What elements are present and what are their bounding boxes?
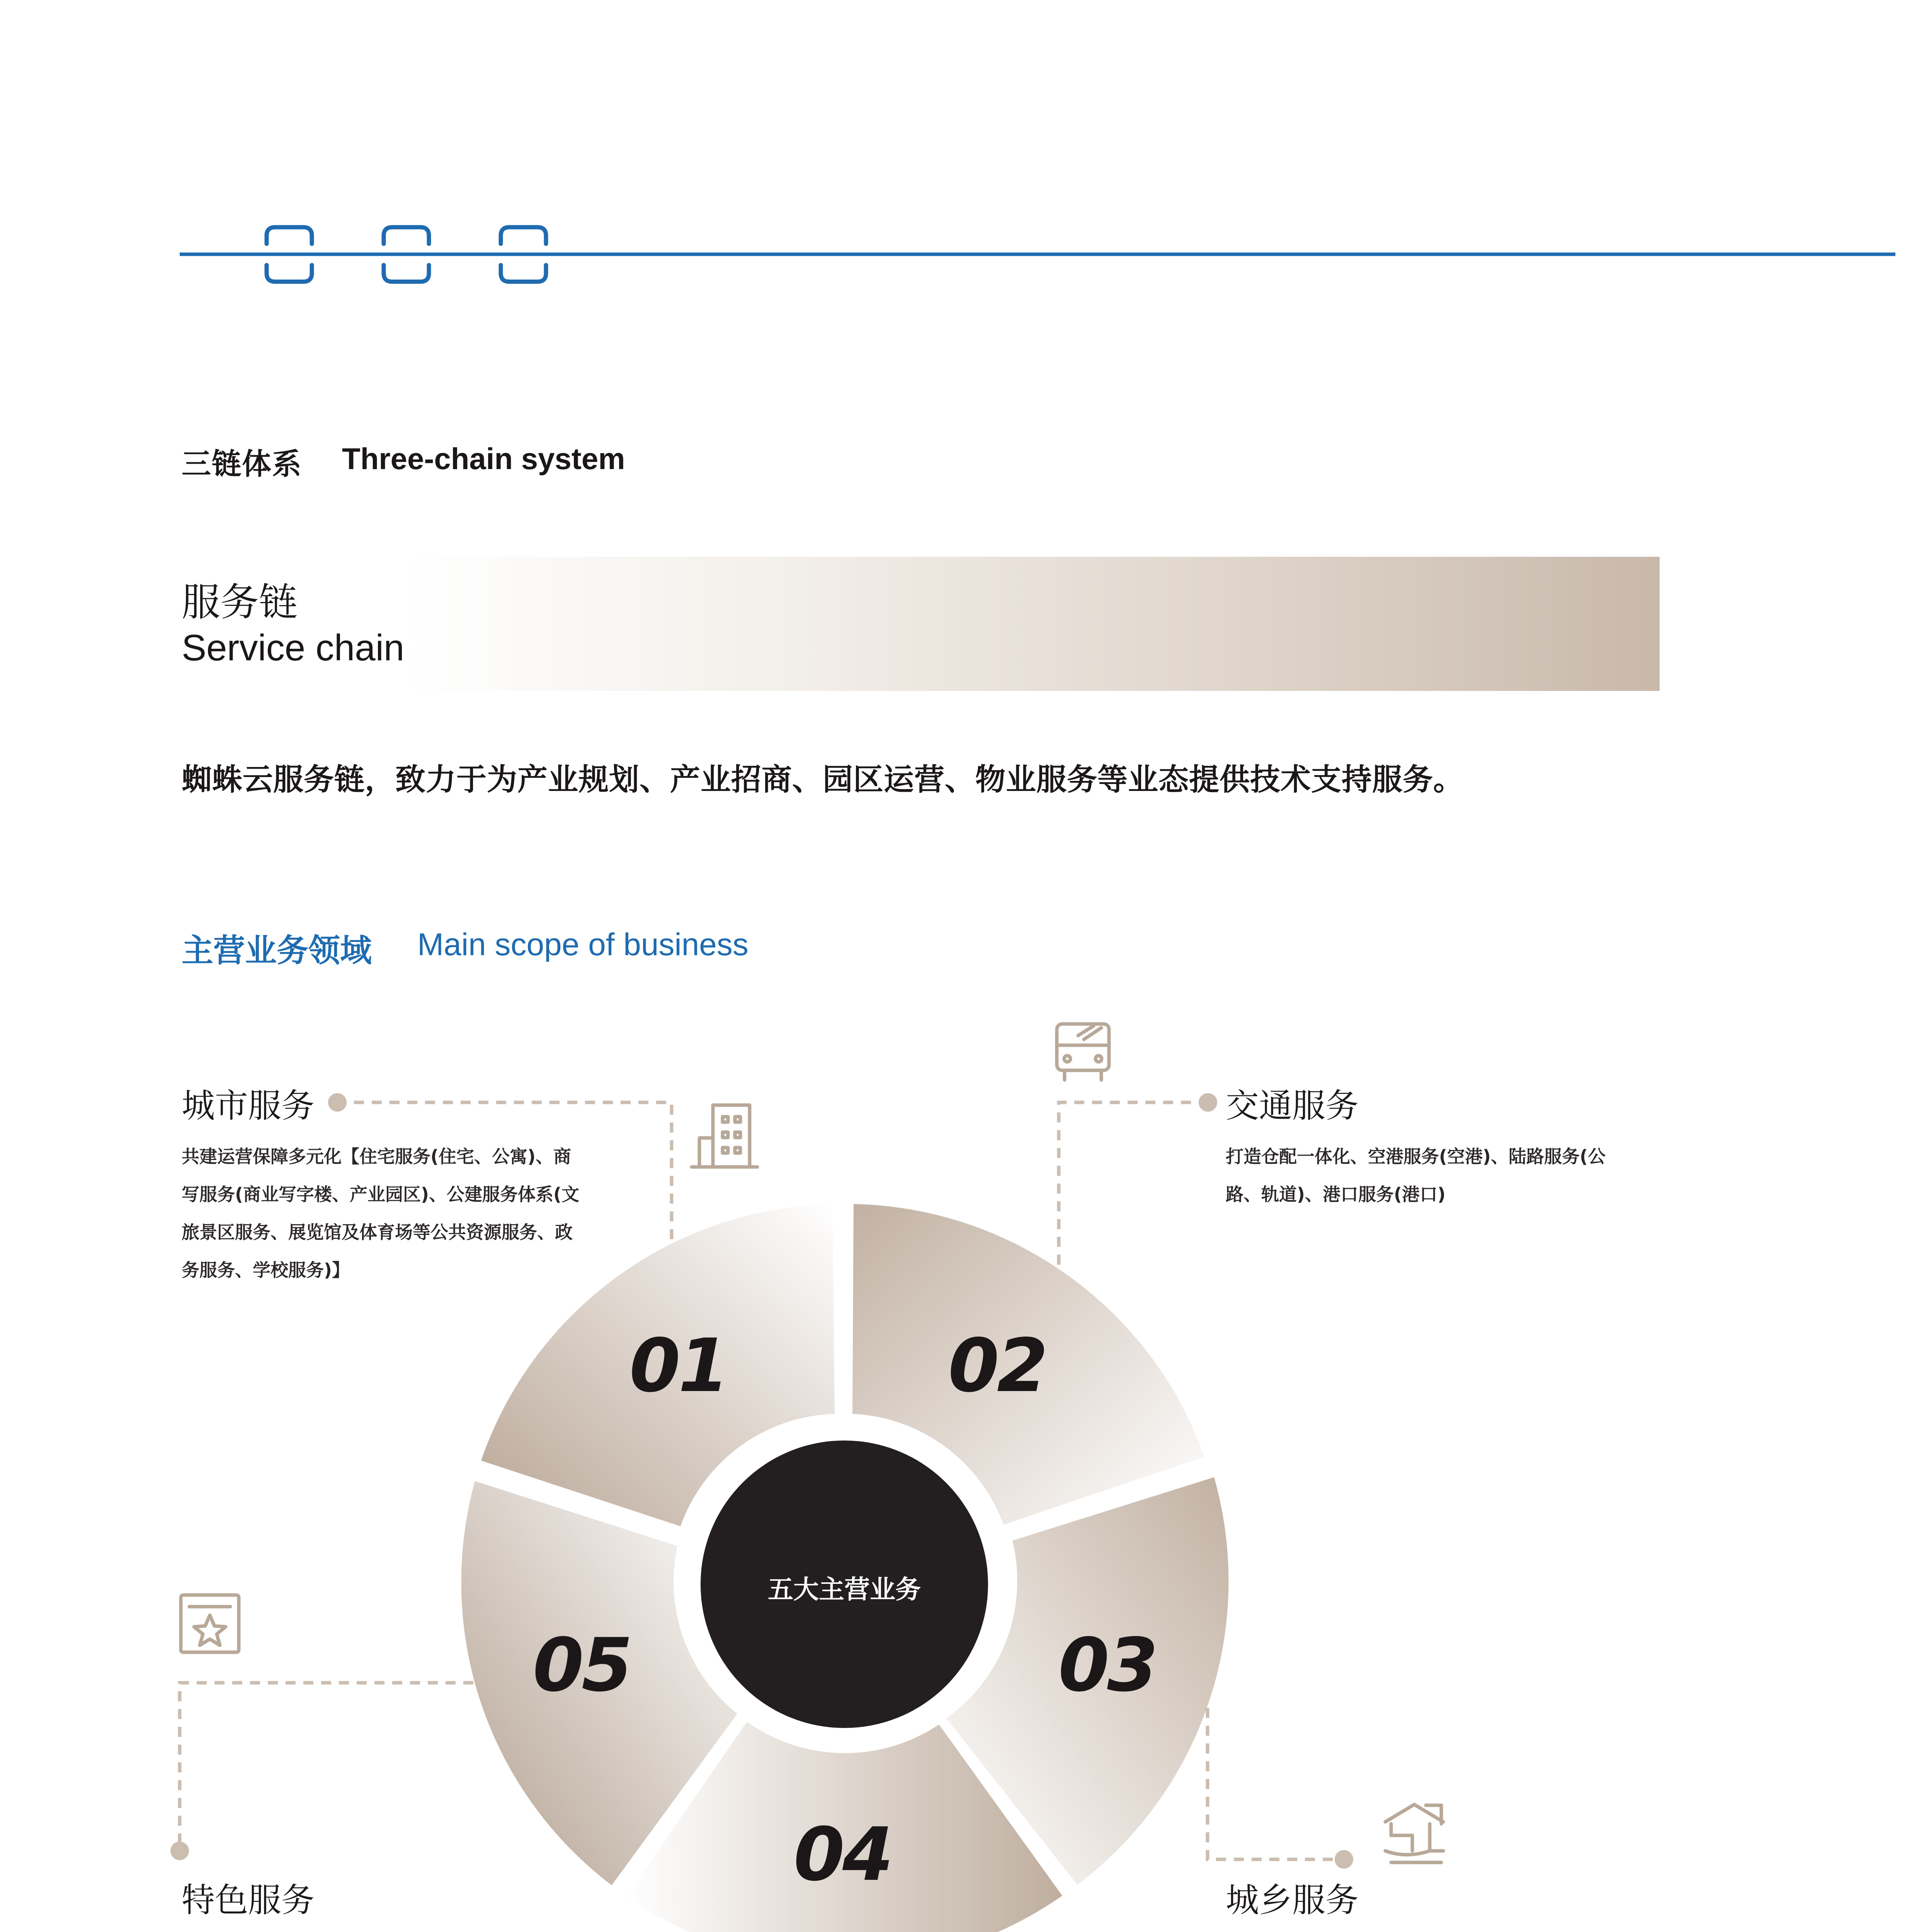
wheel-center-label: 五大主营业务: [768, 1575, 921, 1604]
scope-title-en: Main scope of business: [417, 927, 748, 962]
section-title-cn: 三链体系: [182, 447, 302, 481]
chain-header-decoration: [180, 227, 1895, 282]
service-desc-line: 路、轨道)、港口服务(港口): [1226, 1184, 1446, 1205]
service-desc-line: 写服务(商业写字楼、产业园区)、公建服务体系(文: [182, 1184, 580, 1205]
dot-special: [170, 1842, 189, 1860]
service-desc-line: 打造仓配一体化、空港服务(空港)、陆路服务(公: [1226, 1146, 1606, 1167]
service-desc-traffic: [1226, 1138, 1689, 1213]
dot-traffic: [1199, 1093, 1217, 1112]
section-title-en: Three-chain system: [342, 442, 625, 476]
connector-rural: [1208, 1708, 1344, 1859]
dot-rural: [1335, 1850, 1353, 1869]
service-title-rural: 城乡服务: [1226, 1881, 1359, 1920]
service-desc-line: 务服务、学校服务)】: [182, 1260, 350, 1281]
wheel-segment-label: 03: [1058, 1622, 1156, 1708]
building-icon: [692, 1105, 757, 1167]
service-desc-line: 旅景区服务、展览馆及体育场等公共资源服务、政: [182, 1222, 573, 1243]
service-title-special: 特色服务: [182, 1881, 315, 1920]
star-badge-icon: [181, 1595, 239, 1652]
service-desc-city: [182, 1138, 645, 1289]
connector-special: [180, 1683, 473, 1849]
service-desc-line: 共建运营保障多元化【住宅服务(住宅、公寓)、商: [182, 1146, 572, 1167]
bus-icon: [1057, 1024, 1109, 1080]
wheel-segment-label: 02: [948, 1323, 1046, 1408]
intro-text: 蜘蛛云服务链，致力于为产业规划、产业招商、园区运营、物业服务等业态提供技术支持服务。: [182, 762, 1464, 797]
service-chain-band: [406, 557, 1660, 691]
wheel-segment-label: 05: [532, 1622, 631, 1708]
scope-title-cn: 主营业务领域: [182, 932, 372, 969]
house-icon: [1385, 1804, 1443, 1862]
connector-traffic: [1059, 1102, 1209, 1267]
wheel-segment-label: 01: [629, 1323, 727, 1408]
wheel-segment-label: 04: [793, 1812, 891, 1897]
service-title-traffic: 交通服务: [1226, 1087, 1359, 1125]
service-title-city: 城市服务: [182, 1087, 315, 1125]
dot-city: [328, 1093, 347, 1112]
chain-title-cn: 服务链: [182, 580, 298, 625]
chain-title-en: Service chain: [182, 627, 405, 668]
